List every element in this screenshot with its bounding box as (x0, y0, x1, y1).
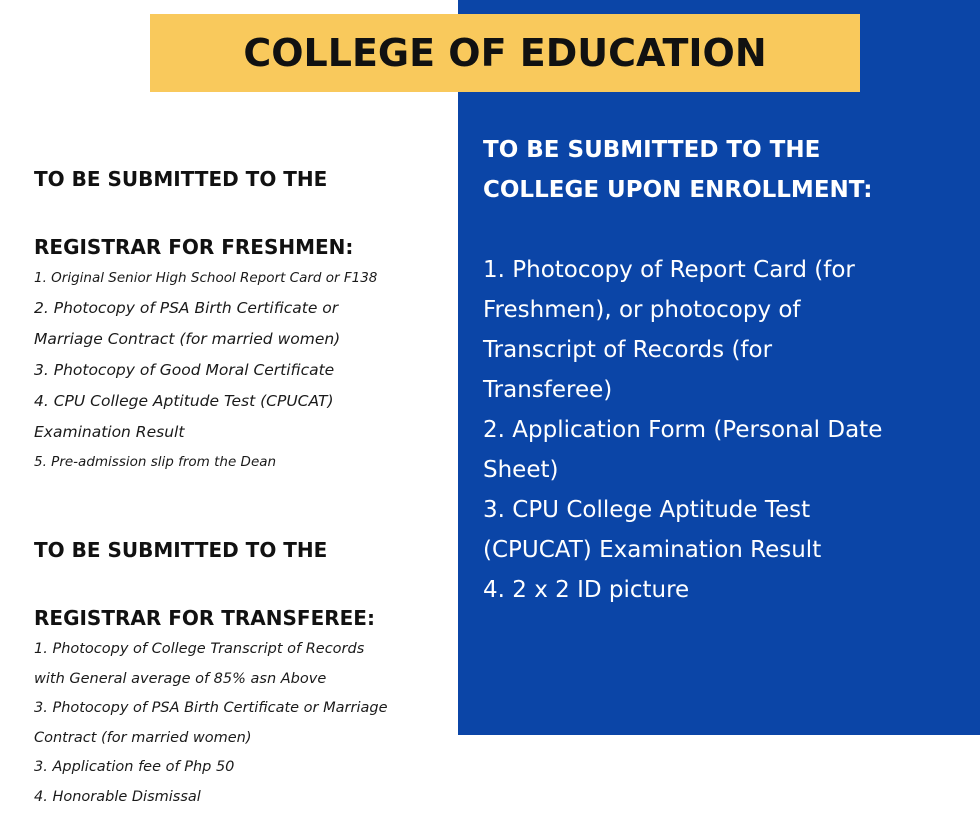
list-item: 3. Photocopy of PSA Birth Certificate or Marriage (34, 700, 388, 717)
page-title: COLLEGE OF EDUCATION (243, 31, 767, 75)
list-item: 5. Pre-admission slip from the Dean (34, 454, 277, 470)
list-item: (CPUCAT) Examination Result (483, 537, 822, 563)
list-item: Marriage Contract (for married women) (34, 330, 341, 348)
college-heading-line2: COLLEGE UPON ENROLLMENT: (483, 177, 873, 203)
list-item: 3. CPU College Aptitude Test (483, 497, 811, 523)
left-column (34, 128, 446, 813)
freshmen-section (34, 128, 446, 477)
college-requirements-list (483, 250, 963, 610)
list-item: 3. Application fee of Php 50 (34, 759, 235, 776)
list-item: Transcript of Records (for (483, 337, 773, 363)
list-item: with General average of 85% asn Above (34, 670, 327, 687)
list-item: 2. Application Form (Personal Date (483, 417, 883, 443)
list-item: Examination Result (34, 423, 185, 441)
list-item: Contract (for married women) (34, 729, 252, 746)
transferee-heading (34, 499, 446, 635)
list-item: Sheet) (483, 457, 559, 483)
list-item: Freshmen), or photocopy of (483, 297, 801, 323)
list-item: 4. Honorable Dismissal (34, 788, 201, 805)
list-item: 1. Photocopy of Report Card (for (483, 257, 855, 283)
list-item: 4. 2 x 2 ID picture (483, 577, 690, 603)
college-heading-line1: TO BE SUBMITTED TO THE (483, 137, 821, 163)
list-item: 2. Photocopy of PSA Birth Certificate or (34, 299, 339, 317)
freshmen-heading-line1: TO BE SUBMITTED TO THE (34, 167, 328, 191)
freshmen-heading (34, 128, 446, 264)
freshmen-requirements-list (34, 264, 446, 477)
title-banner (150, 14, 860, 92)
transferee-section (34, 499, 446, 813)
transferee-heading-line2: REGISTRAR FOR TRANSFEREE: (34, 606, 375, 630)
transferee-requirements-list (34, 635, 446, 813)
transferee-heading-line1: TO BE SUBMITTED TO THE (34, 538, 328, 562)
right-column (483, 130, 963, 610)
list-item: Transferee) (483, 377, 613, 403)
list-item: 4. CPU College Aptitude Test (CPUCAT) (34, 392, 334, 410)
list-item: 1. Photocopy of College Transcript of Records (34, 641, 365, 657)
freshmen-heading-line2: REGISTRAR FOR FRESHMEN: (34, 235, 354, 259)
college-heading (483, 130, 963, 210)
list-item: 1. Original Senior High School Report Card or F138 (34, 270, 378, 286)
list-item: 3. Photocopy of Good Moral Certificate (34, 361, 335, 379)
